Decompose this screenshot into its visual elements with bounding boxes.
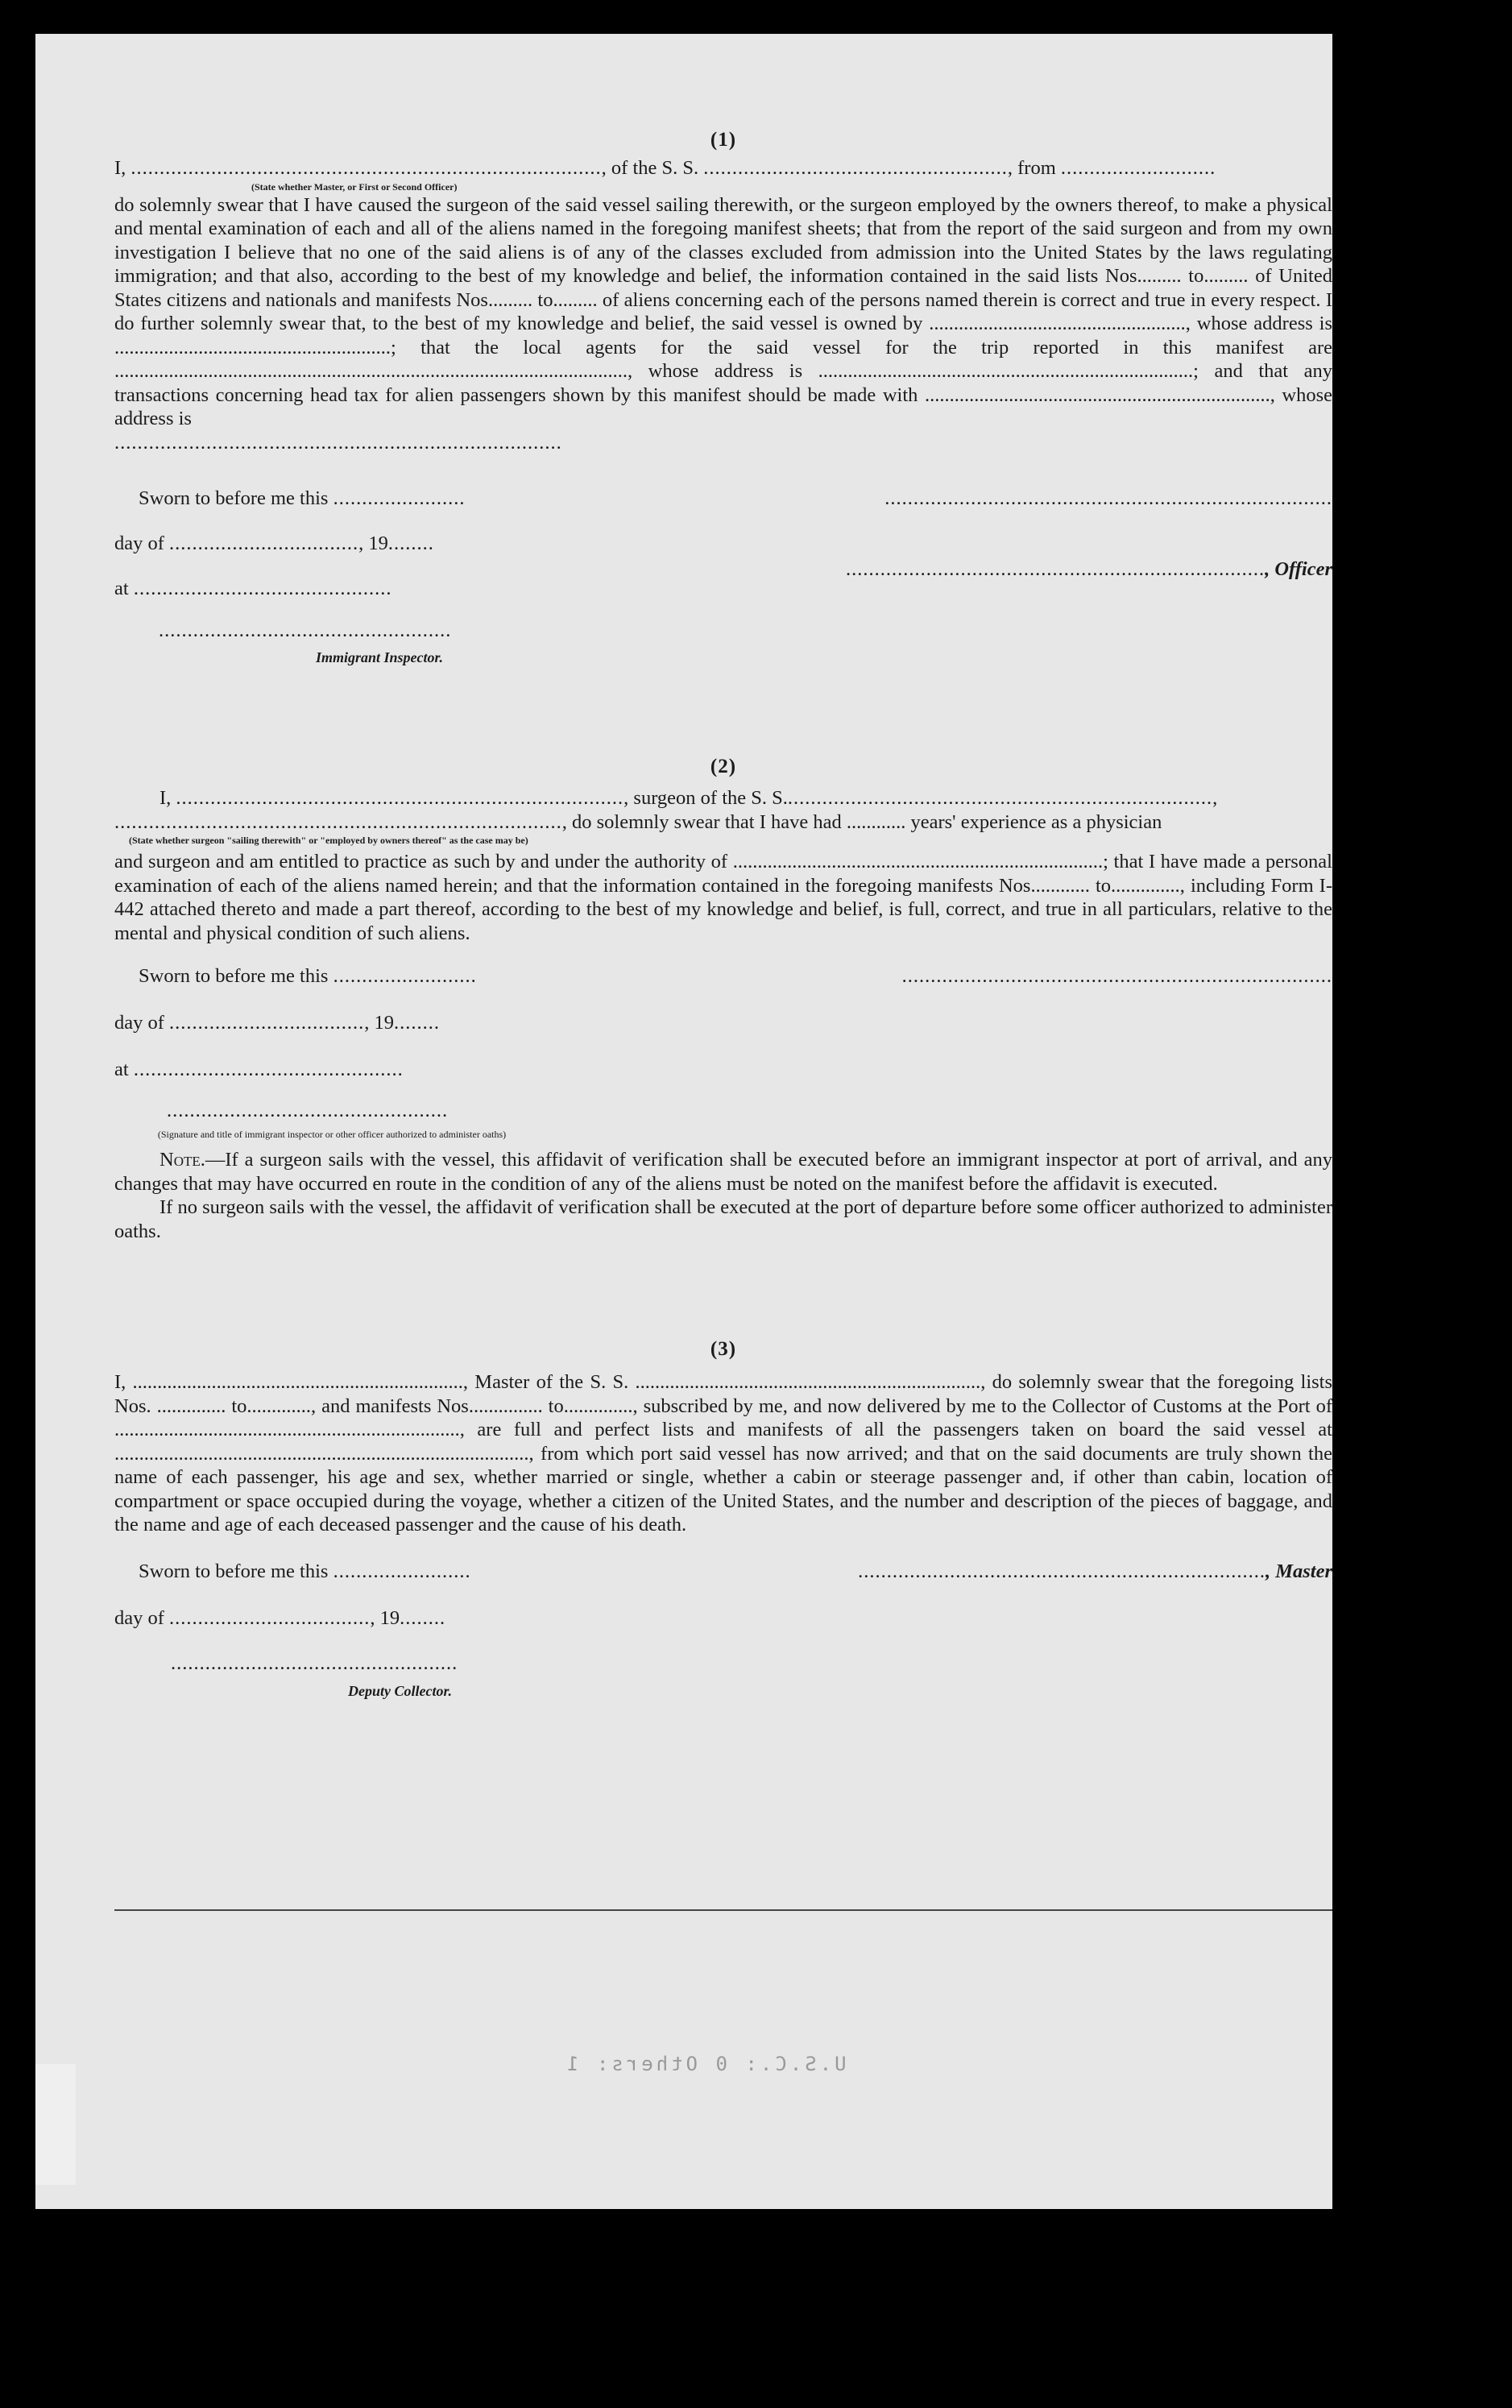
day-line: day of ................................., 19........	[114, 533, 434, 554]
torn-corner	[35, 2064, 76, 2185]
punch-hole	[1416, 1062, 1453, 1099]
sworn-line: Sworn to before me this .........................	[139, 965, 477, 987]
punch-hole	[1379, 585, 1416, 622]
at-line: at .............................................	[114, 578, 392, 599]
section3-body: I, ..................................................................., Master of the S. S. ......................................................................, do solemnly swear that the foregoing lists Nos. .............. to............., and manifests Nos............... to.............., subscribed by me, and now delivered by me to the Collector of Customs at the Port of ......................................................................, are full and perfect lists and manifests of all the passengers taken on board the said vessel at ...................................................................................., from which port said vessel has now arrived; and that on the said documents are truly shown the name of each passenger, his age and sex, whether married or single, whether a cabin or steerage passenger and, if other than cabin, location of compartment or space occupied during the voyage, whether a citizen of the United States, and the number and description of the pieces of baggage, and the name and age of each deceased passenger and the cause of his death.	[114, 1371, 1332, 1536]
punch-hole	[1402, 1418, 1439, 1455]
section1-body: do solemnly swear that I have caused the surgeon of the said vessel sailing therewith, or the surgeon employed by the owners thereof, to make a physical and mental examination of each and all of the aliens named in the foregoing manifest sheets; that from the report of the said surgeon and from my own investigation I believe that no one of the said aliens is of any of the classes excluded from admission into the United States by the laws regulating immigration; and that also, according to the best of my knowledge and belief, the information contained in the said lists Nos......... to......... of United States citizens and nationals and manifests Nos......... to......... of aliens concerning each of the persons named therein is correct and true in every respect. I do further solemnly swear that, to the best of my knowledge and belief, the said vessel is owned by ...................................................., whose address is ........................................................; that the local agents for the said vessel for the trip reported in this manifest are ........................................................................................................, whose address is ............................................................................; and that any transactions concerning head tax for alien passengers shown by this manifest should be made with ......................................................................, whose address is	[114, 193, 1332, 429]
master-line: ......................................................................., Master	[858, 1560, 1332, 1582]
punch-hole	[1406, 1544, 1444, 1581]
punch-hole	[1371, 95, 1408, 132]
affidavit-text	[114, 129, 1332, 1697]
punch-hole	[1416, 2037, 1453, 2074]
punch-hole	[1421, 1869, 1458, 1906]
inspector-caption: Immigrant Inspector.	[316, 649, 444, 665]
note-paragraph-2: If no surgeon sails with the vessel, the affidavit of verification shall be executed at the port of departure before some officer authorized to administer oaths.	[114, 1196, 1332, 1242]
section2-second-line: .............................................................................., do solemnly swear that I have had ............ years' experience as a physician	[114, 810, 1162, 833]
officer-hint: (State whether Master, or First or Second Officer)	[251, 180, 458, 193]
section2-body: and surgeon and am entitled to practice as such by and under the authority of ...........................................................................; that I have made a personal examination of each of the aliens named herein; and that the information contained in the foregoing manifests Nos............ to.............., including Form I-442 attached thereto and made a part thereof, according to the best of my knowledge and belief, is full, correct, and true in all particulars, relative to the mental and physical condition of such aliens.	[114, 851, 1332, 944]
day-line: day of .................................., 19........	[114, 1012, 441, 1034]
note-paragraph: Note.—If a surgeon sails with the vessel, this affidavit of verification shall be executed before an immigrant inspector at port of arrival, and any changes that may have occurred en route in the condition of any of the aliens must be noted on the manifest before the affidavit is executed.	[114, 1149, 1332, 1195]
signature-caption: (Signature and title of immigrant inspector or other officer authorized to administer oaths)	[157, 1129, 507, 1140]
section2-first-line: I, .............................................................................., surgeon of the S. S...........................................................................,	[159, 787, 1219, 809]
section-number: (1)	[710, 129, 737, 151]
day-line: day of ..................................., 19........	[114, 1606, 446, 1629]
sworn-line: Sworn to before me this .......................	[139, 487, 466, 509]
address-continuation-line: ..............................................................................	[114, 431, 562, 454]
deputy-caption: Deputy Collector.	[348, 1682, 452, 1699]
section1-signatures: Sworn to before me this ....................... day of ................................., 19........ at ............................................. ................................................... Immigrant Inspector. .............................................................................. ........................................................................., Officer	[114, 475, 1332, 665]
at-line: at ...............................................	[114, 1059, 404, 1080]
section2-signatures: Sworn to before me this ......................... day of .................................., 19........ at ............................................... ................................................. (Signature and title of immigrant inspector or other officer authorized to administer oaths) ...........................................................................	[114, 953, 1332, 1140]
punch-hole	[1406, 1908, 1444, 1945]
officer-line: ........................................................................., Officer	[845, 558, 1332, 580]
section-number: (3)	[710, 1338, 737, 1360]
section-number: (2)	[710, 756, 737, 777]
section1-first-line: I, .................................................................................., of the S. S. ....................................................., from ...........................	[114, 157, 1216, 179]
sworn-line: Sworn to before me this ........................	[139, 1560, 471, 1582]
surgeon-hint: (State whether surgeon "sailing therewith" or "employed by owners thereof" as the case may be)	[129, 835, 528, 846]
mirrored-stamp: U.S.C.: 0 Others: 1	[564, 2053, 847, 2075]
punch-hole	[1374, 213, 1411, 250]
section3-signatures: Sworn to before me this ........................ day of ..................................., 19........ .................................................. Deputy Collector. ......................................................................., Master	[114, 1548, 1332, 1697]
punch-hole	[1384, 714, 1421, 751]
punch-hole	[1411, 242, 1448, 279]
bottom-rule	[114, 1909, 1332, 1911]
